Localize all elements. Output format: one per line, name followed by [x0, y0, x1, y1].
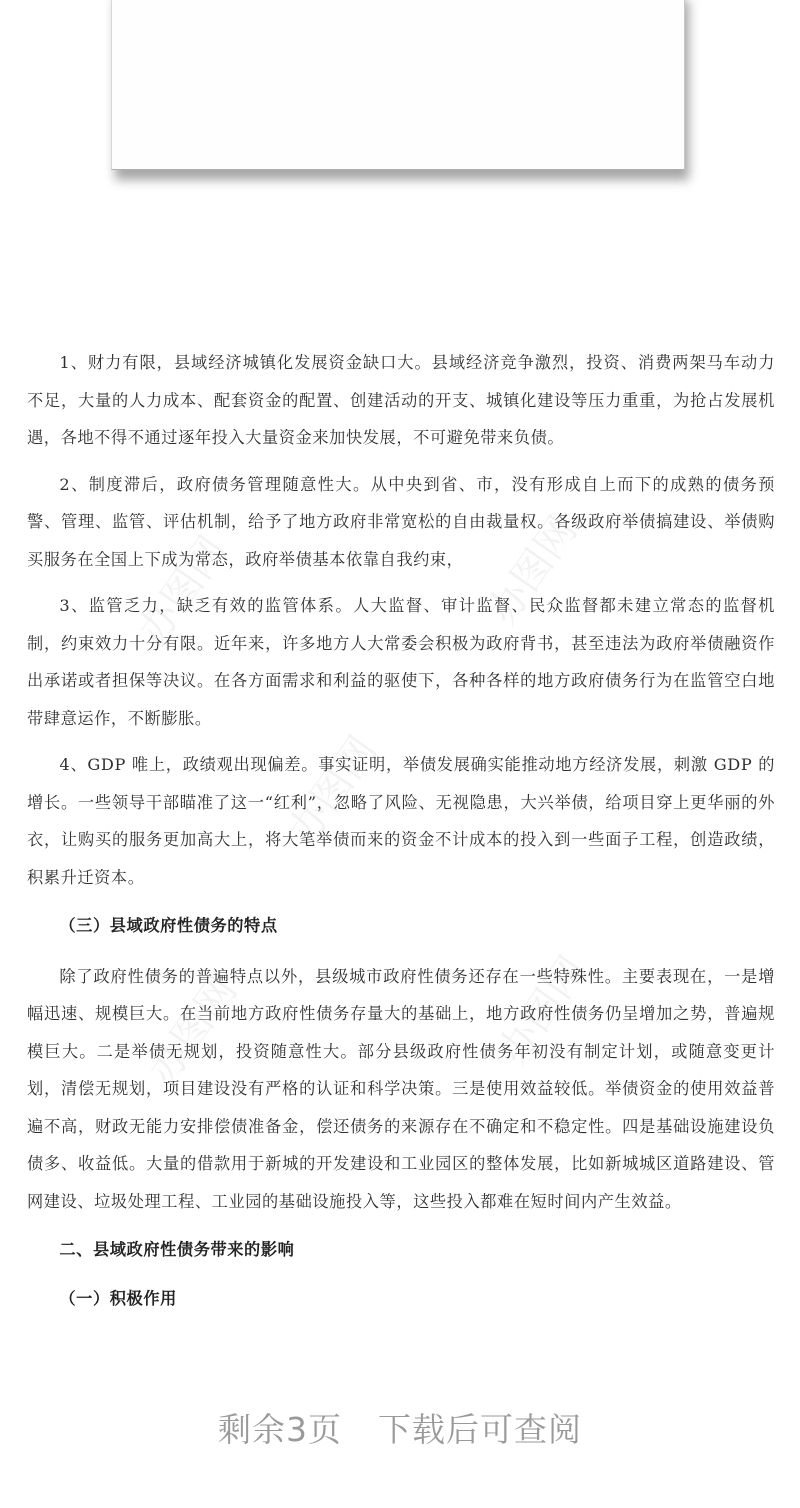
document-body: [27, 344, 775, 1317]
watermark: 办图网: [129, 528, 237, 653]
watermark: 办图网: [479, 508, 587, 633]
watermark: 办图网: [139, 968, 247, 1093]
paragraph-1: 1、财力有限，县域经济城镇化发展资金缺口大。县域经济竞争激烈，投资、消费两架马车动力不足，大量的人力成本、配套资金的配置、创建活动的开支、城镇化建设等压力重重，为抢占发展机遇，各地不得不通过逐年投入大量资金来加快发展，不可避免带来负债。: [27, 353, 775, 447]
chapter-heading-impact: 二、县域政府性债务带来的影响: [59, 1240, 295, 1259]
remaining-pages-label: 剩余3页: [218, 1410, 342, 1449]
download-prompt[interactable]: [0, 1404, 800, 1451]
section-heading-characteristics: （三）县域政府性债务的特点: [59, 916, 278, 935]
watermark: 办图网: [489, 948, 597, 1073]
previous-page-card: [111, 0, 685, 170]
download-hint-label: 下载后可查阅: [378, 1410, 582, 1449]
watermark: 办图网: [279, 728, 387, 853]
paragraph-2: 2、制度滞后，政府债务管理随意性大。从中央到省、市，没有形成自上而下的成熟的债务预警、管理、监管、评估机制，给予了地方政府非常宽松的自由裁量权。各级政府举债搞建设、举债购买服务在全国上下成为常态，政府举债基本依靠自我约束，: [27, 474, 775, 569]
paragraph-3: 3、监管乏力，缺乏有效的监管体系。人大监督、审计监督、民众监督都未建立常态的监督机制，约束效力十分有限。近年来，许多地方人大常委会积极为政府背书，甚至违法为政府举债融资作出承诺或者担保等决议。在各方面需求和利益的驱使下，各种各样的地方政府债务行为在监管空白地带肆意运作，不断膨胀。: [27, 596, 775, 728]
paragraph-characteristics: 除了政府性债务的普遍特点以外，县级城市政府性债务还存在一些特殊性。主要表现在，一是增幅迅速、规模巨大。在当前地方政府性债务存量大的基础上，地方政府性债务仍呈增加之势，普遍规模巨大。二是举债无规划，投资随意性大。部分县级政府性债务年初没有制定计划，或随意变更计划，清偿无规划，项目建设没有严格的认证和科学决策。三是使用效益较低。举债资金的使用效益普遍不高，财政无能力安排偿债准备金，偿还债务的来源存在不确定和不稳定性。四是基础设施建设负债多、收益低。大量的借款用于新城的开发建设和工业园区的整体发展，比如新城城区道路建设、管网建设、垃圾处理工程、工业园的基础设施投入等，这些投入都难在短时间内产生效益。: [27, 966, 775, 1211]
section-heading-positive: （一）积极作用: [59, 1288, 177, 1308]
paragraph-4: 4、GDP 唯上，政绩观出现偏差。事实证明，举债发展确实能推动地方经济发展，刺激 GDP 的增长。一些领导干部瞄准了这一“红利”，忽略了风险、无视隐患，大兴举债，给项目穿上更华丽的外衣，让购买的服务更加高大上，将大笔举债而来的资金不计成本的投入到一些面子工程，创造政绩，积累升迁资本。: [27, 755, 775, 887]
